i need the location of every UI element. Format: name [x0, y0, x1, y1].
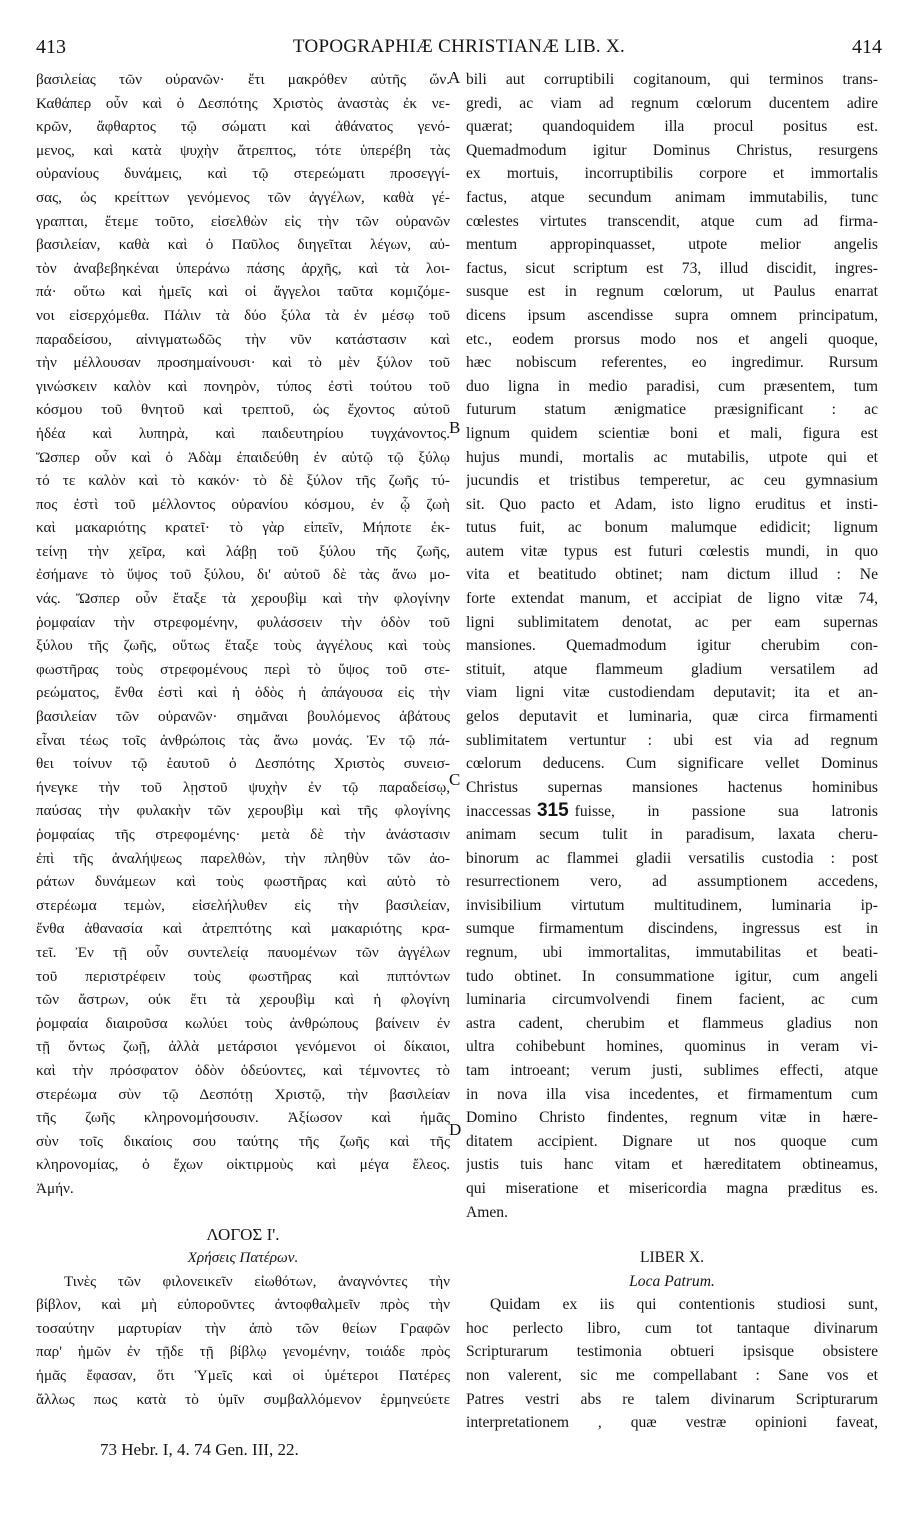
latin-text-line: quærat; quandoquidem illa procul positus est.: [466, 118, 878, 136]
greek-text-line: πά· οὕτω καὶ ἡμεῖς καὶ οἱ ἄγγελοι ταῦτα κομιζόμε-: [36, 283, 450, 301]
latin-section-line: non valerent, sic me compellabant : Sane vos et: [466, 1367, 878, 1385]
greek-text-line: γινώσκειν καλὸν καὶ πονηρὸν, τύπος ἐστὶ τούτου τοῦ: [36, 377, 450, 395]
latin-text-line: ex mortuis, incorruptibilis corpore et immortalis: [466, 165, 878, 183]
greek-text-line: κρῶν, ἄφθαρτος τῷ σώματι καὶ ἀθάνατος γενό-: [36, 118, 450, 136]
latin-text-line: tutus fuit, ac bonum malumque edidicit; lignum: [466, 519, 878, 537]
greek-text-line: κληρονομίας, ὁ ἔχων οἰκτιρμοὺς καὶ μέγα ἔλεος.: [36, 1156, 450, 1174]
latin-text-line: lignum quidem scientiæ boni et mali, figura est: [466, 424, 878, 442]
latin-text-line: vita et beatitudo obtinet; nam dictum illud : Ne: [466, 566, 878, 584]
latin-text-line: duo ligna in medio paradisi, cum præsentem, tum: [466, 377, 878, 395]
latin-text-line: regnum, ubi immortalitas, immutabilitas et beati-: [466, 943, 878, 961]
greek-text-line: νάς. Ὥσπερ οὖν ἔταξε τὰ χερουβὶμ καὶ τὴν φλογίνην: [36, 590, 450, 608]
greek-text-line: ῥομφαίας τῆς στρεφομένης· μετὰ δὲ τὴν ἀνάστασιν: [36, 826, 450, 843]
latin-section-subtitle: Loca Patrum.: [629, 1272, 715, 1290]
greek-text-line: ῥομφαίαν τὴν στρεφομένην, φυλάσσειν τὴν ὁδὸν τοῦ: [36, 613, 450, 631]
margin-letter-d: D: [449, 1120, 462, 1139]
latin-text-line: resurrectionem vero, ad assumptionem accedens,: [466, 873, 878, 891]
latin-text-line: invisibilium virtutum multitudinem, luminaria ip-: [466, 896, 878, 914]
greek-text-line: Καθάπερ οὖν καὶ ὁ Δεσπότης Χριστὸς ἀναστὰς ἐκ νε-: [36, 94, 450, 112]
latin-text-line: mentum appropinquasset, utpote melior angelis: [466, 236, 878, 254]
latin-line-end: fuisse, in passione sua latronis: [574, 803, 878, 821]
latin-text-line: sublimitatem vertuntur : ubi est via ad regnum: [466, 731, 878, 749]
latin-text-line: sumque firmamentum discindens, ingressus est in: [466, 920, 878, 938]
latin-section-line: hoc perlecto libro, cum tot tantaque divinarum: [466, 1319, 878, 1337]
greek-text-line: οὐρανίους δυνάμεις, καὶ τῷ στερεώματι προσεγγί-: [36, 165, 450, 183]
latin-text-line: in nova illa visa incedentes, et firmamentum cum: [466, 1085, 878, 1103]
latin-text-line: [466, 799, 878, 823]
greek-text-line: τό τε καλὸν καὶ τὸ κακόν· τὸ δὲ ξύλον τῆς ζωῆς τύ-: [36, 472, 450, 490]
page-number-left: 413: [36, 36, 66, 58]
page-number-right: 414: [852, 36, 882, 58]
greek-text-line: ἔνθα ἀθανασία καὶ ἀτρεπτότης καὶ μακαριότης κρα-: [36, 920, 450, 938]
latin-text-line: mansiones. Quemadmodum igitur cherubim con-: [466, 637, 878, 655]
greek-text-line: βασιλείαν, καθὰ καὶ ὁ Παῦλος διηγεῖται λέγων, αὐ-: [36, 236, 450, 254]
greek-text-line: καὶ τὴν πρόσφατον ὁδὸν ὁδεύοντες, καὶ τέμνοντες τὸ: [36, 1061, 450, 1079]
greek-text-line: κόσμου τοῦ θνητοῦ καὶ τρεπτοῦ, ὡς ἔχοντος αὐτοῦ: [36, 401, 450, 419]
greek-section-line: βίβλον, καὶ μὴ εὐποροῦντες ἀντοφθαλμεῖν πρὸς τὴν: [36, 1296, 450, 1314]
greek-text-line: καὶ μακαριότης κρατεῖ· τὸ γὰρ εἰπεῖν, Μήποτε ἐκ-: [36, 519, 450, 537]
greek-text-line: παύσας τὴν φυλακὴν τῶν χερουβὶμ καὶ τῆς φλογίνης: [36, 802, 450, 820]
greek-section-title: ΛΟΓΟΣ Ι'.: [206, 1224, 280, 1244]
latin-text-line: hæc nobiscum referentes, eo ingredimur. Rursum: [466, 354, 878, 372]
greek-column: [36, 68, 450, 1411]
latin-text-line: ligni sublimitatem denotat, ac per eam supernas: [466, 613, 878, 631]
margin-letter-b: B: [449, 418, 461, 437]
latin-text-line: cœlorum deducens. Cum significare vellet Dominus: [466, 755, 878, 773]
greek-section-line: ἄλλως πως κατὰ τὸ ὑμῖν συμβαλλόμενον ἑρμηνεύετε: [36, 1390, 450, 1408]
spacer: [36, 1201, 450, 1223]
latin-text-line: stituit, atque flammeum gladium versatilem ad: [466, 660, 878, 678]
greek-text-line: γραπται, ἔτεμε τοῦτο, εἰσελθὼν εἰς τὴν τῶν οὐρανῶν: [36, 212, 450, 230]
latin-text-line: dicens ipsum ascendisse supra omnem principatum,: [466, 306, 878, 324]
greek-text-line: τῶν ἄστρων, οὐκ ἔτι τὰ χερουβὶμ καὶ ἡ φλογίνη: [36, 991, 450, 1009]
latin-text-line: justis tuis hanc vitam et hæreditatem obtineamus,: [466, 1156, 878, 1174]
greek-text-line: βασιλείας τῶν οὐρανῶν· ἔτι μακρόθεν αὐτῆς ὤν.: [36, 71, 450, 88]
greek-text-line: τὴν μέλλουσαν προσημαίνουσι· καὶ τὸ μὲν ξύλον τοῦ: [36, 354, 450, 372]
latin-text-line: cœlestes virtutes transcendit, atque cum ad firma-: [466, 212, 878, 230]
greek-text-line: τείνῃ τὴν χεῖρα, καὶ λάβῃ τοῦ ξύλου τῆς ζωῆς,: [36, 542, 450, 560]
greek-text-line: ἡδέα καὶ λυπηρὰ, καὶ παιδευτηρίου τυγχάνοντος.: [36, 424, 450, 442]
greek-text-line: τεῖ. Ἐν τῇ οὖν συντελείᾳ παυομένων τῶν ἀγγέλων: [36, 943, 450, 961]
latin-text-line: tam introeant; verum justi, sublimes effecti, atque: [466, 1061, 878, 1079]
greek-text-line: φωστῆρας τοὺς στρεφομένους περὶ τὸ ὕψος τοῦ στε-: [36, 660, 450, 678]
latin-text-line: autem vitæ typus est futuri cœlestis mundi, in quo: [466, 542, 878, 560]
greek-section-line: Τινὲς τῶν φιλονεικεῖν εἰωθότων, ἀναγνόντες τὴν: [64, 1272, 450, 1290]
latin-text-line: Christus supernas mansiones hactenus hominibus: [466, 778, 878, 796]
latin-text-line: forte extendat manum, et accipiat de ligno vitæ 74,: [466, 590, 878, 608]
latin-text-line: animam secum tulit in paradisum, laxata cheru-: [466, 826, 878, 843]
greek-text-line: τῆς ζωῆς κληρονομήσουσιν. Ἀξίωσον καὶ ἡμᾶς: [36, 1109, 450, 1127]
latin-text-line: jucundis et tristibus temperetur, ac ceu gymnasium: [466, 472, 878, 490]
greek-section-line: ἡμᾶς ἔφασαν, ὅτι Ὑμεῖς καὶ οἱ ὑμέτεροι Πατέρες: [36, 1367, 450, 1385]
latin-text-line: Domino Christo findentes, regnum vitæ in hære-: [466, 1109, 878, 1127]
latin-text-line: Amen.: [466, 1203, 509, 1221]
latin-text-line: factus, atque secundum animam immutabilis, tunc: [466, 188, 878, 206]
latin-text-line: tudo obtinet. In consummatione igitur, cum angeli: [466, 967, 878, 985]
latin-section-line: Patres vestri abs re talem divinarum Scripturarum: [466, 1390, 878, 1408]
greek-text-line: στερέωμα τεμὼν, εἰσελήλυθεν εἰς τὴν βασιλείαν,: [36, 896, 450, 914]
latin-text-line: ditatem accipient. Dignare ut nos quoque cum: [466, 1132, 878, 1150]
latin-text-line: bili aut corruptibili cogitanoum, qui terminos trans-: [466, 71, 878, 88]
greek-text-line: νοι εἰσερχόμεθα. Πάλιν τὰ δύο ξύλα τὰ ἐν μέσῳ τοῦ: [36, 306, 450, 324]
greek-section-line: παρ' ἡμῶν ἐν τῇδε τῇ βίβλῳ γενομένην, τοιάδε πρὸς: [36, 1343, 450, 1361]
margin-letter-c: C: [449, 770, 461, 789]
latin-text-line: binorum ac flammei gladii versatilis custodia : post: [466, 849, 878, 867]
running-title: TOPOGRAPHIÆ CHRISTIANÆ LIB. X.: [292, 36, 626, 57]
latin-text-line: astra cadent, cherubim et flammeus gladius non: [466, 1014, 878, 1032]
greek-section-line: τοσαύτην μαρτυρίαν τὴν ἀπὸ τῶν θείων Γραφῶν: [36, 1319, 450, 1337]
greek-text-line: τῇ ὄντως ζωῇ, ἀλλὰ μετάρσιοι γενόμενοι οἱ δίκαιοι,: [36, 1038, 450, 1056]
greek-text-line: ῥομφαία διαιροῦσα κωλύει τοὺς ἀνθρώπους βαίνειν ἐν: [36, 1014, 450, 1032]
greek-text-line: ρεώματος, ἔνθα ἐστὶ καὶ ἡ ὁδὸς ἡ ἀπάγουσα εἰς τὴν: [36, 684, 450, 702]
latin-text-line: futurum statum ænigmatice præsignificant : ac: [466, 401, 878, 419]
greek-text-line: παραδείσου, αἰνιγματωδῶς τὴν νῦν κατάστασιν καὶ: [36, 330, 450, 348]
latin-text-line: hujus mundi, mortalis ac mutabilis, utpote qui et: [466, 448, 878, 466]
latin-section-title: LIBER X.: [639, 1249, 705, 1267]
latin-text-line: factus, sicut scriptum est 73, illud discidit, ingres-: [466, 259, 878, 277]
greek-text-line: πος ἐστὶ τοῦ μέλλοντος οὐρανίου κόσμου, ἐν ᾧ ζωὴ: [36, 495, 450, 513]
greek-text-line: μενος, καὶ κατὰ ψυχὴν ἄτρεπτος, τότε ὑπερέβη τὰς: [36, 141, 450, 159]
greek-text-line: Ὥσπερ οὖν καὶ ὁ Ἀδὰμ ἐπαιδεύθη ἐν αὐτῷ τῷ ξύλῳ: [36, 448, 450, 466]
latin-text-line: qui miseratione et misericordia magna præditus es.: [466, 1179, 878, 1197]
latin-text-line: luminaria circumvolvendi finem facient, ac cum: [466, 991, 878, 1009]
greek-text-line: ήνεγκε τὴν τοῦ λῃστοῦ ψυχὴν ἐν τῷ παραδείσῳ,: [36, 778, 450, 796]
greek-text-line: σὺν τοῖς δικαίοις σου ταύτης τῆς ζωῆς καὶ τῆς: [36, 1132, 450, 1150]
latin-line-start: inaccessas: [466, 803, 531, 821]
latin-section-line: interpretationem , quæ vestræ opinioni faveat,: [466, 1414, 878, 1432]
latin-section-line: Scripturarum testimonia obtueri ipsisque obsistere: [466, 1343, 878, 1361]
latin-text-line: Quemadmodum igitur Dominus Christus, resurgens: [466, 141, 878, 159]
greek-section-subtitle: Χρήσεις Πατέρων.: [187, 1249, 299, 1267]
latin-column: [466, 68, 878, 1435]
spacer: [466, 1224, 878, 1246]
latin-text-line: gelos deputavit et luminaria, quæ circa firmamenti: [466, 708, 878, 726]
greek-text-line: θει τοίνυν τῷ ἑαυτοῦ ὁ Δεσπότης Χριστὸς συνεισ-: [36, 755, 450, 773]
greek-text-line: τοῦ περιστρέφειν τοὺς φωστῆρας καὶ πιπτόντων: [36, 967, 450, 985]
greek-text-line: σας, ὡς κρείττων γενόμενος τῶν ἀγγέλων, καθὰ γέ-: [36, 188, 450, 206]
migne-column-number: 315: [536, 800, 569, 822]
latin-text-line: etc., eodem prorsus modo nos et angeli quoque,: [466, 330, 878, 348]
latin-text-line: ultra cohibebunt homines, quominus in veram vi-: [466, 1038, 878, 1056]
running-header: [36, 36, 882, 62]
greek-text-line: εἶναι τέως τοῖς ἀνθρώποις τὰς ἄνω μονάς. Ἐν τῷ πά-: [36, 731, 450, 749]
greek-text-line: βασιλείαν τῶν οὐρανῶν· σημᾶναι βουλόμενος ἀβάτους: [36, 708, 450, 726]
greek-text-line: ἐπὶ τῆς ἀναλήψεως παρελθὼν, τὴν πληθὺν τῶν ἀο-: [36, 849, 450, 867]
greek-text-line: ξύλου τῆς ζωῆς, οὕτως ἔταξε τοὺς ἀγγέλους καὶ τοὺς: [36, 637, 450, 655]
greek-text-line: Ἀμήν.: [36, 1179, 74, 1197]
latin-text-line: viam ligni vitæ custodiendam deputavit; ita et an-: [466, 684, 878, 702]
footnotes: 73 Hebr. I, 4. 74 Gen. III, 22.: [100, 1440, 299, 1459]
greek-text-line: ράτων δυνάμεων καὶ τοὺς φωστῆρας καὶ αὐτὸ τὸ: [36, 873, 450, 891]
latin-section-line: Quidam ex iis qui contentionis studiosi sunt,: [490, 1296, 878, 1314]
greek-text-line: τὸν ἀναβεβηκέναι ὑπεράνω πάσης ἀρχῆς, καὶ τὰ λοι-: [36, 259, 450, 277]
latin-text-line: gredi, ac viam ad regnum cœlorum ducentem adire: [466, 94, 878, 112]
margin-letter-a: A: [448, 68, 461, 87]
greek-text-line: ἐσήμανε τὸ ὕψος τοῦ ξύλου, δι' αὐτοῦ δὲ τὰς ἄνω μο-: [36, 566, 450, 584]
greek-text-line: στερέωμα σὺν τῷ Δεσπότῃ Χριστῷ, τὴν βασιλείαν: [36, 1085, 450, 1103]
latin-text-line: susque est in regnum cœlorum, ut Paulus enarrat: [466, 283, 878, 301]
latin-text-line: sit. Quo pacto et Adam, isto ligno eruditus et insti-: [466, 495, 878, 513]
